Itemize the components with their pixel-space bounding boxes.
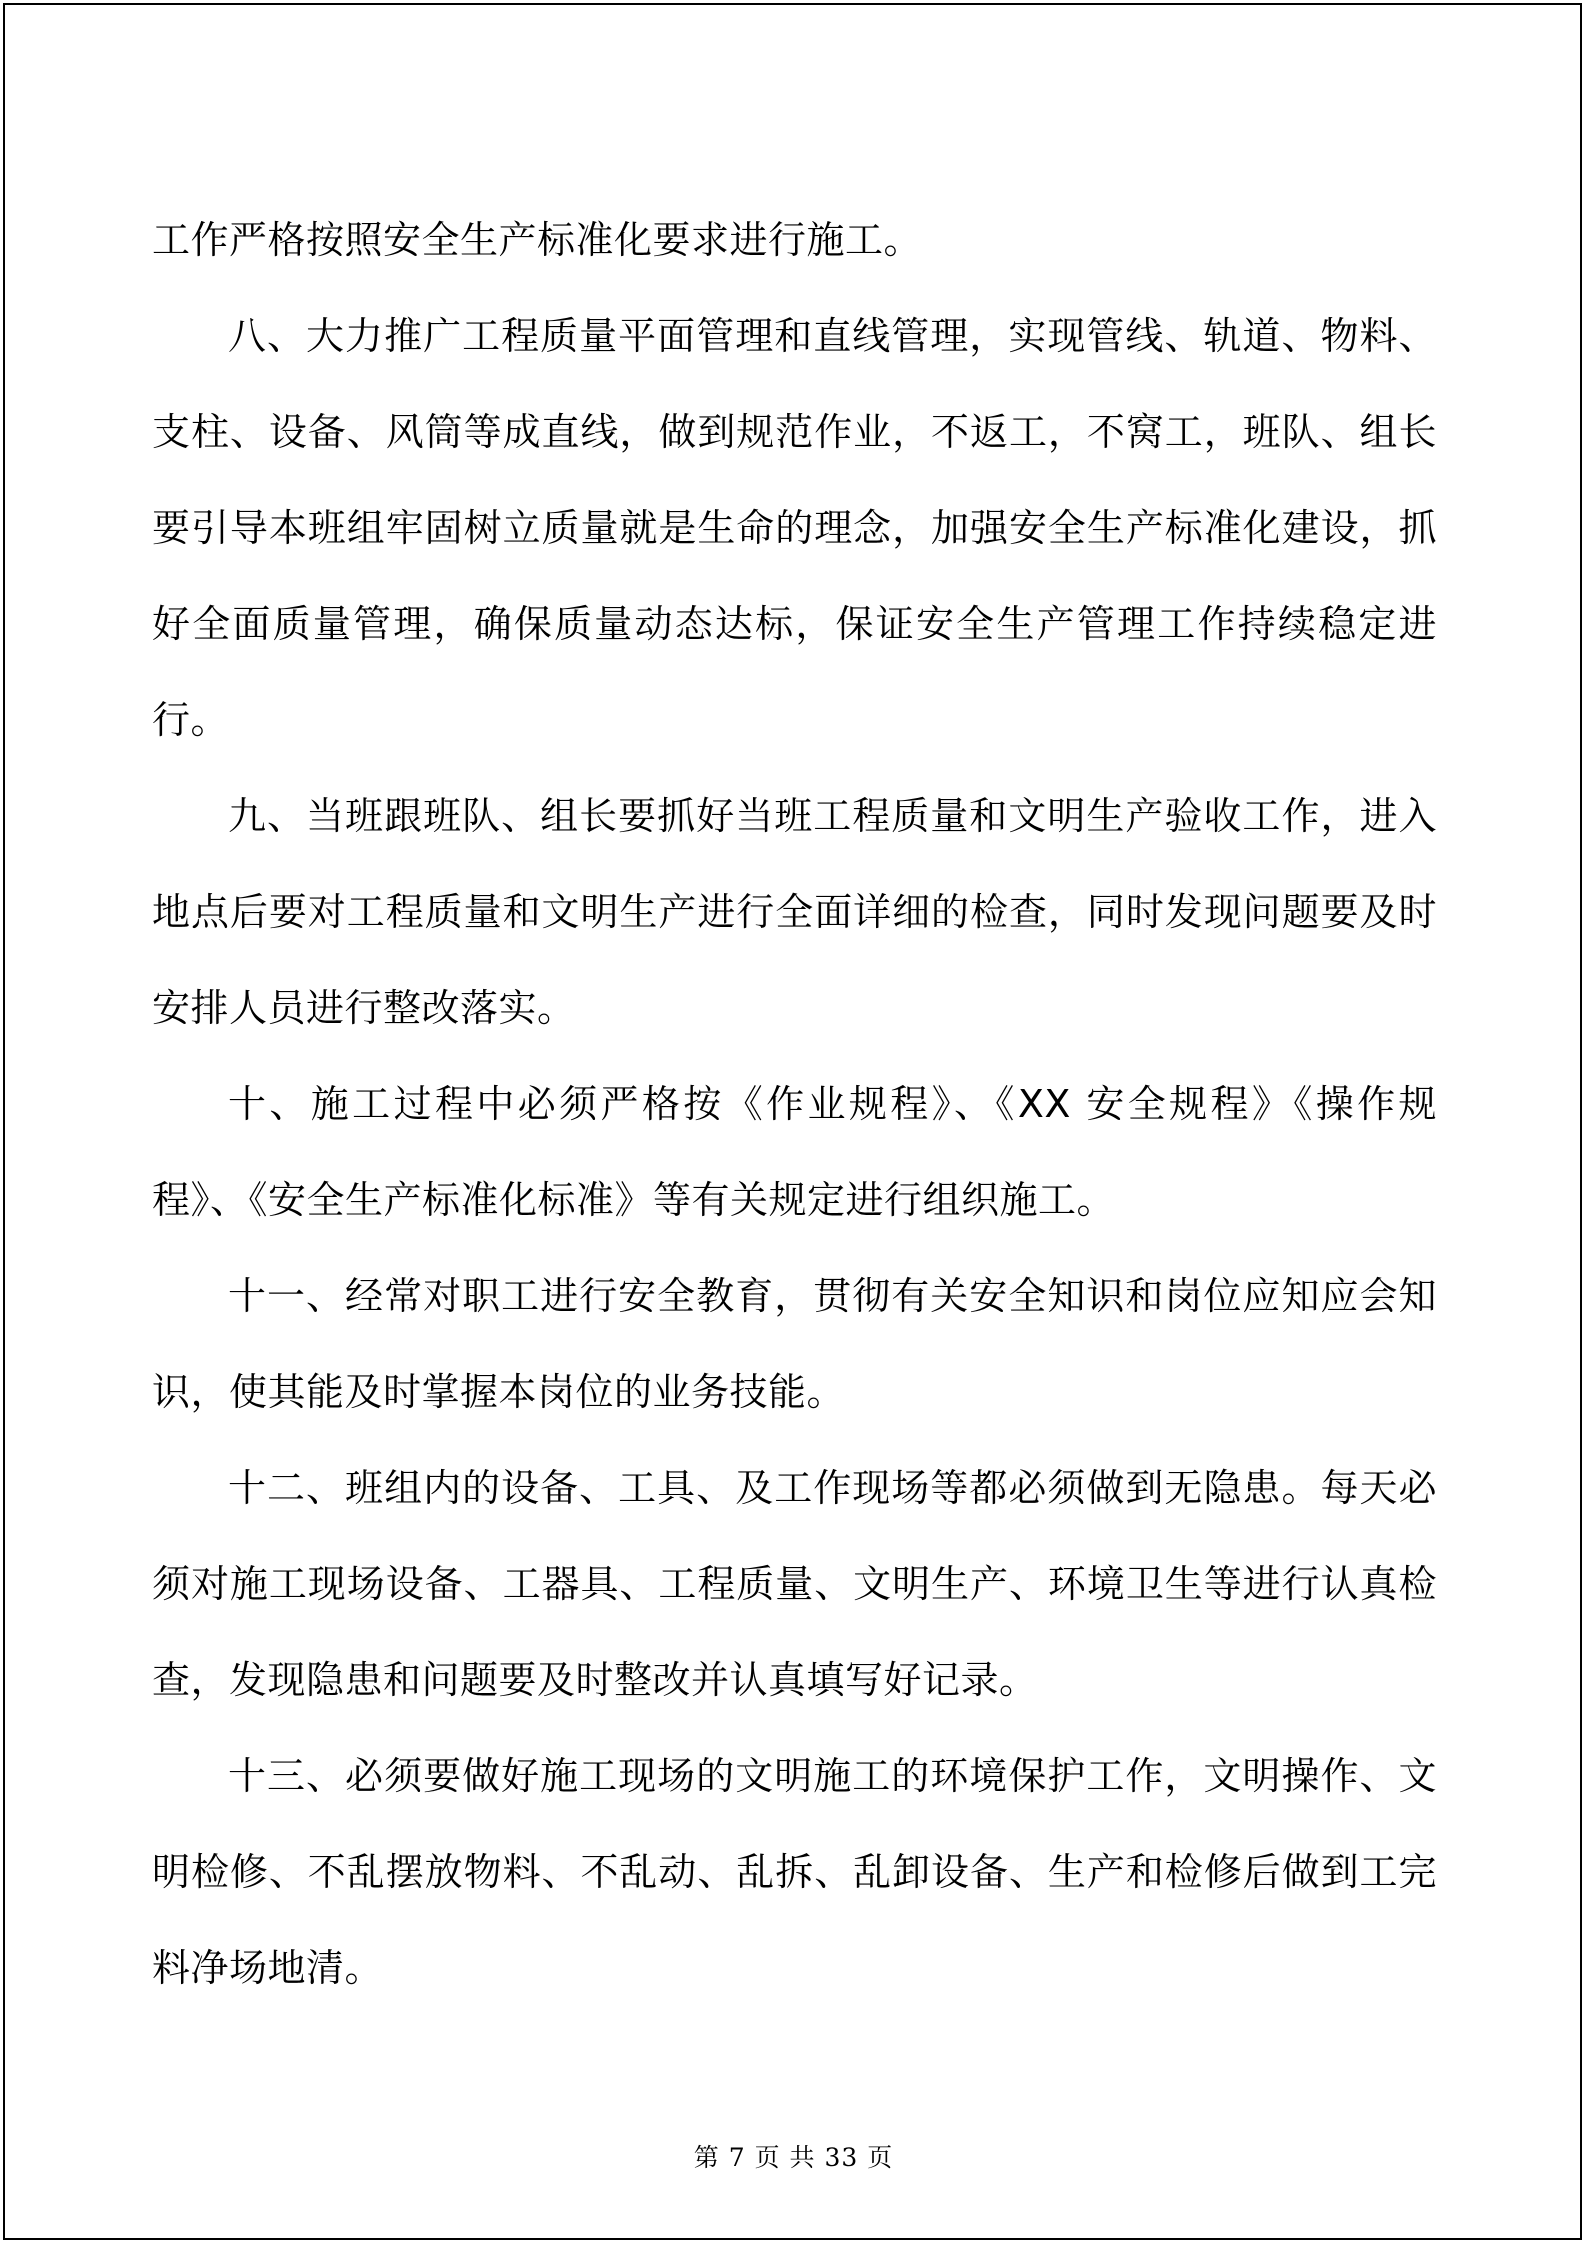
paragraph-item-10: 十、施工过程中必须严格按《作业规程》、《XX 安全规程》《操作规程》、《安全生产标准化标准》等有关规定进行组织施工。 [152,1082,1437,1222]
paragraph-continuation: 工作严格按照安全生产标准化要求进行施工。 [152,218,923,262]
paragraph-item-11: 十一、经常对职工进行安全教育，贯彻有关安全知识和岗位应知应会知识，使其能及时掌握本岗位的业务技能。 [152,1274,1437,1414]
document-body [152,192,1437,2016]
paragraph-item-12: 十二、班组内的设备、工具、及工作现场等都必须做到无隐患。每天必须对施工现场设备、工器具、工程质量、文明生产、环境卫生等进行认真检查，发现隐患和问题要及时整改并认真填写好记录。 [152,1466,1437,1702]
paragraph-item-8: 八、大力推广工程质量平面管理和直线管理，实现管线、轨道、物料、支柱、设备、风筒等成直线，做到规范作业，不返工，不窝工，班队、组长要引导本班组牢固树立质量就是生命的理念，加强安全生产标准化建设，抓好全面质量管理，确保质量动态达标，保证安全生产管理工作持续稳定进行。 [152,314,1437,742]
paragraph-item-13: 十三、必须要做好施工现场的文明施工的环境保护工作，文明操作、文明检修、不乱摆放物料、不乱动、乱拆、乱卸设备、生产和检修后做到工完料净场地清。 [152,1754,1437,1990]
paragraph-item-9: 九、当班跟班队、组长要抓好当班工程质量和文明生产验收工作，进入地点后要对工程质量和文明生产进行全面详细的检查，同时发现问题要及时安排人员进行整改落实。 [152,794,1437,1030]
page-number: 第 7 页 共 33 页 [693,2143,894,2172]
